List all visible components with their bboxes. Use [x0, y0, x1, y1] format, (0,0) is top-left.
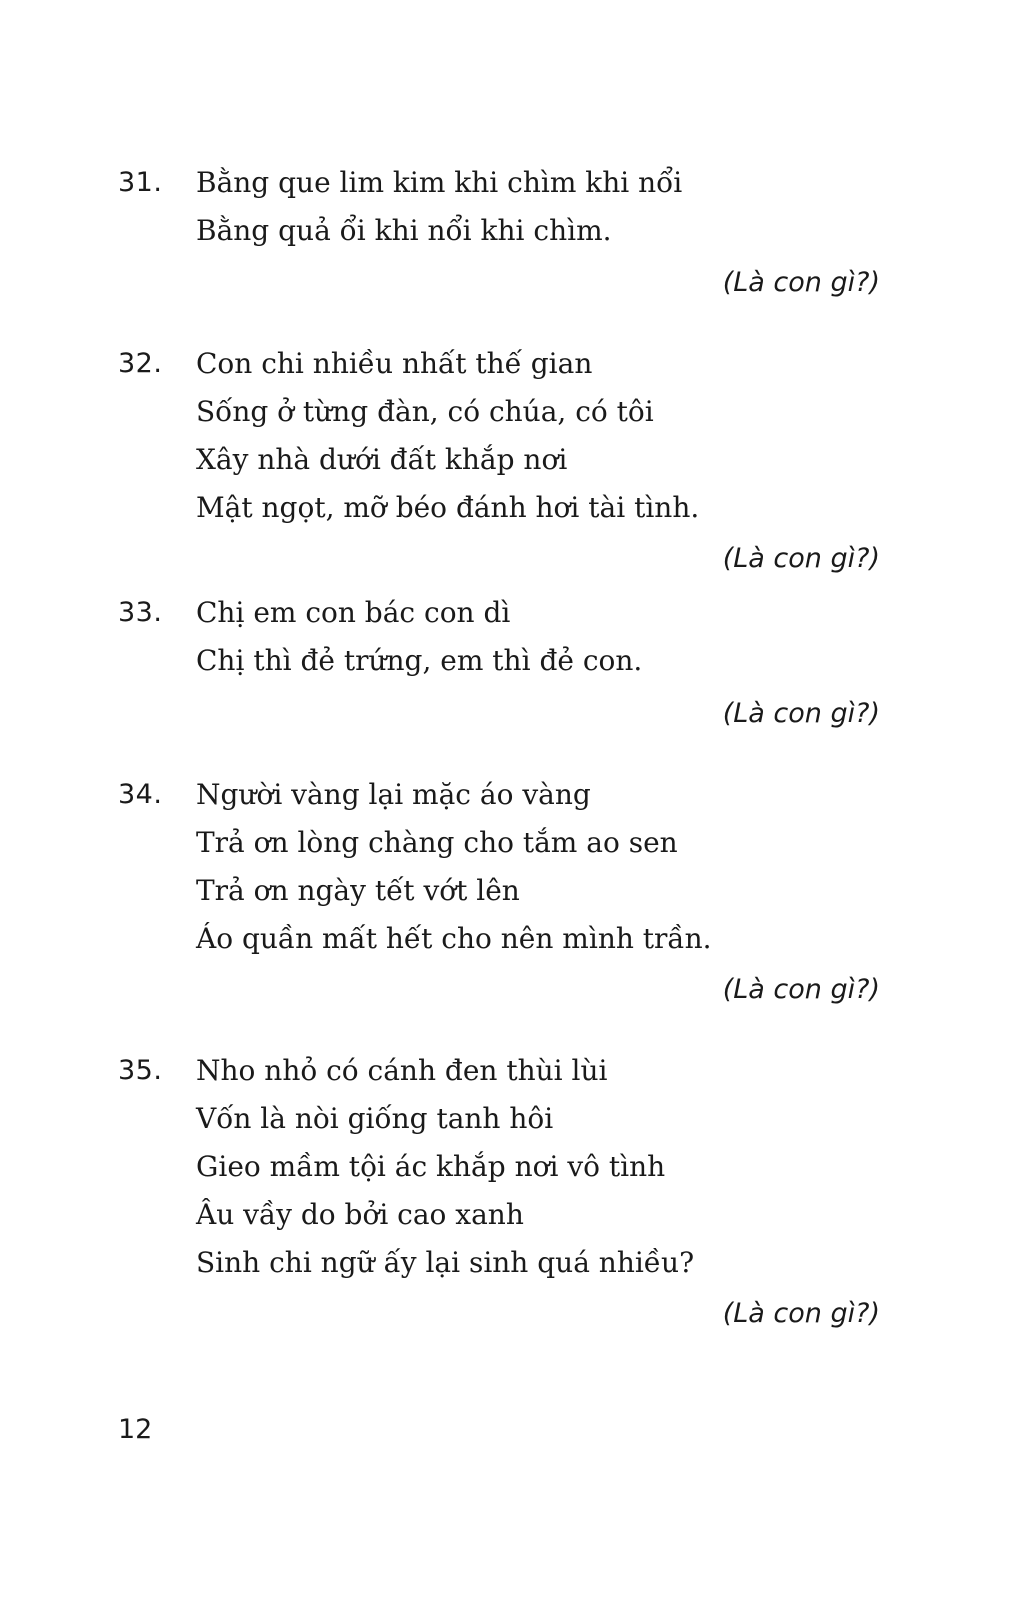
verse-line: Vốn là nòi giống tanh hôi — [196, 1102, 554, 1135]
verse-line: Gieo mầm tội ác khắp nơi vô tình — [196, 1150, 666, 1183]
page-number: 12 — [118, 1414, 153, 1445]
riddle-question: (Là con gì?) — [722, 267, 880, 298]
verse-line: Sống ở từng đàn, có chúa, có tôi — [196, 395, 654, 428]
verse-line: Bằng quả ổi khi nổi khi chìm. — [196, 214, 612, 247]
riddle-number: 34. — [118, 779, 163, 810]
riddle-verse — [196, 159, 682, 255]
riddle-verse — [196, 771, 712, 963]
riddle-question: (Là con gì?) — [722, 543, 880, 574]
verse-line: Con chi nhiều nhất thế gian — [196, 347, 593, 380]
verse-line: Chị thì đẻ trứng, em thì đẻ con. — [196, 644, 643, 677]
verse-line: Trả ơn lòng chàng cho tắm ao sen — [196, 826, 678, 859]
riddle-number: 35. — [118, 1055, 163, 1086]
verse-line: Nho nhỏ có cánh đen thùi lùi — [196, 1054, 608, 1087]
verse-line: Trả ơn ngày tết vớt lên — [196, 874, 520, 907]
riddle-verse — [196, 1047, 694, 1287]
verse-line: Áo quần mất hết cho nên mình trần. — [196, 922, 712, 955]
riddle-number: 32. — [118, 348, 163, 379]
verse-line: Bằng que lim kim khi chìm khi nổi — [196, 166, 683, 199]
verse-line: Âu vầy do bởi cao xanh — [196, 1198, 524, 1231]
verse-line: Sinh chi ngữ ấy lại sinh quá nhiều? — [196, 1246, 695, 1279]
riddle-question: (Là con gì?) — [722, 974, 880, 1005]
verse-line: Xây nhà dưới đất khắp nơi — [196, 443, 568, 476]
riddle-verse — [196, 340, 699, 532]
verse-line: Mật ngọt, mỡ béo đánh hơi tài tình. — [196, 491, 700, 524]
riddle-question: (Là con gì?) — [722, 1298, 880, 1329]
verse-line: Người vàng lại mặc áo vàng — [196, 778, 591, 811]
riddle-question: (Là con gì?) — [722, 698, 880, 729]
verse-line: Chị em con bác con dì — [196, 596, 511, 629]
riddle-number: 31. — [118, 167, 163, 198]
riddle-verse — [196, 589, 642, 685]
riddle-number: 33. — [118, 597, 163, 628]
